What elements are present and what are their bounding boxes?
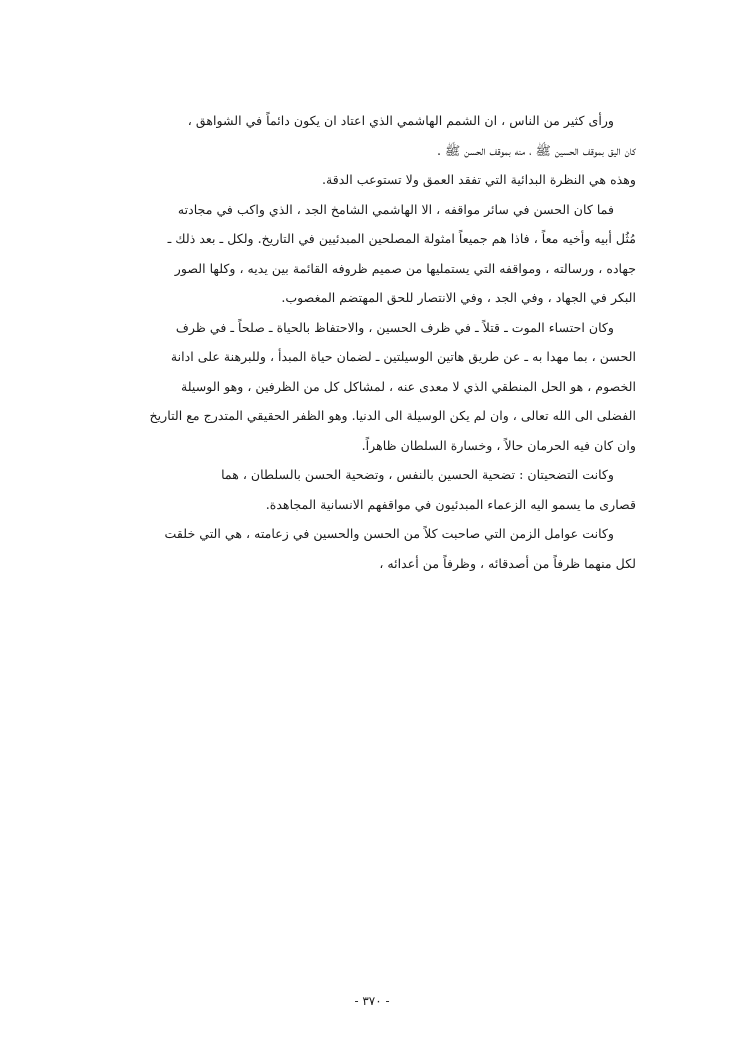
text-line: الحسن ، بما مهدا به ـ عن طريق هاتين الوسيلتين ـ لضمان حياة المبدأ ، وللبرهنة على ادانة: [170, 349, 636, 364]
paragraph-3: [104, 195, 636, 313]
text-line: الفضلى الى الله تعالى ، وان لم يكن الوسيلة الى الدنيا. وهو الظفر الحقيقي المتدرج مع التاريخ: [149, 408, 636, 423]
text-line: جهاده ، ورسالته ، ومواقفه التي يستمليها من صميم ظروفه القائمة بين يديه ، وكلها الصور: [174, 260, 636, 276]
text-line: الخصوم ، هو الحل المنطقي الذي لا معدى عنه ، لمشاكل كل من الظرفين ، وهو الوسيلة: [181, 378, 636, 394]
text-line: وكانت التضحيتان : تضحية الحسين بالنفس ، وتضحية الحسن بالسلطان ، هما: [221, 467, 614, 482]
text-line: وهذه هي النظرة البدائية التي تفقد العمق ولا تستوعب الدقة.: [321, 172, 636, 187]
page-number: - ٣٧٠ -: [354, 994, 390, 1008]
text-line: مُثُل أبيه وأخيه معاً ، فاذا هم جميعاً امثولة المصلحين المبدئيين في التاريخ. ولكل ـ بعد ذلك ـ: [167, 231, 636, 246]
text-line: فما كان الحسن في سائر مواقفه ، الا الهاشمي الشامخ الجد ، الذي واكب في مجادته: [177, 201, 614, 217]
text-line: البكر في الجهاد ، وفي الجد ، وفي الانتصار للحق المهتضم المغصوب.: [281, 290, 636, 305]
text-line: قصارى ما يسمو اليه الزعماء المبدئيون في مواقفهم الانسانية المجاهدة.: [265, 496, 636, 512]
paragraph-2: [104, 165, 636, 195]
paragraph-4: [104, 313, 636, 461]
text-line: كان اليق بموقف الحسين ﷺ ، منه بموقف الحسن ﷺ .: [437, 142, 636, 158]
paragraph-6: [104, 519, 636, 578]
paragraph-1: [104, 106, 636, 165]
paragraph-5: [104, 460, 636, 519]
text-line: وكانت عوامل الزمن التي صاحبت كلاً من الحسن والحسين في زعامته ، هي التي خلقت: [164, 526, 614, 541]
text-line: وان كان فيه الحرمان حالاً ، وخسارة السلطان ظاهراً.: [361, 437, 636, 453]
body-text: [104, 106, 636, 578]
text-line: ورأى كثير من الناس ، ان الشمم الهاشمي الذي اعتاد ان يكون دائماً في الشواهق ،: [187, 113, 614, 128]
text-line: وكان احتساء الموت ـ قتلاً ـ في ظرف الحسين ، والاحتفاظ بالحياة ـ صلحاً ـ في ظرف: [175, 319, 614, 335]
text-line: لكل منهما ظرفاً من أصدقائه ، وظرفاً من أعدائه ،: [379, 555, 636, 571]
